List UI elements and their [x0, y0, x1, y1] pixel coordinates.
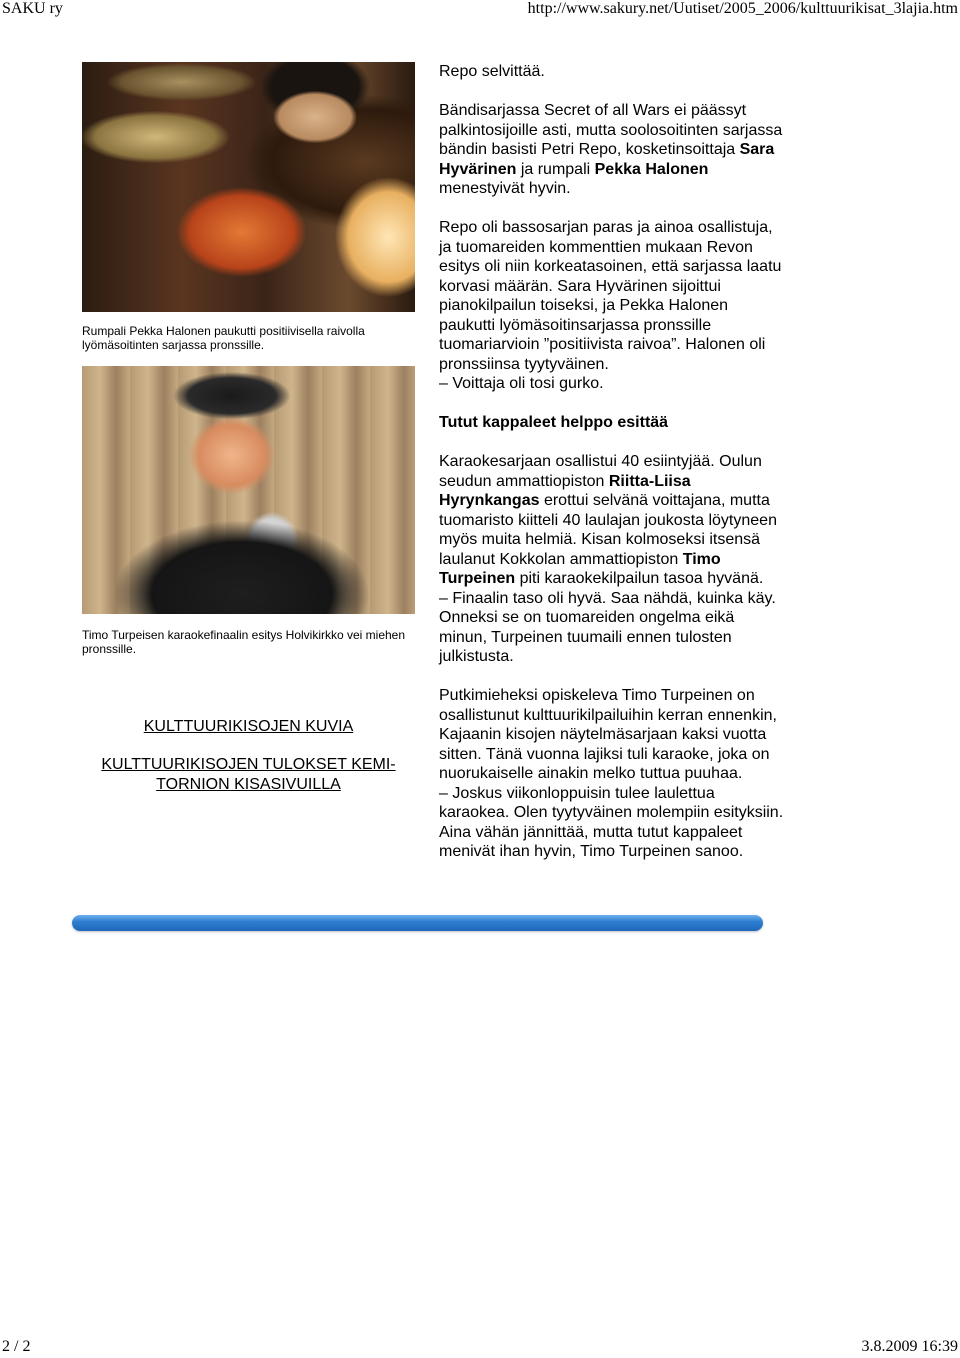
article-paragraph: Repo oli bassosarjan paras ja ainoa osallistuja, ja tuomareiden kommenttien mukaan Revon esitys oli niin korkeatasoinen, että sarjassa laatu korvasi määrän. Sara Hyvärinen sijoittui pianokilpailun toiseksi, ja Pekka Halonen paukutti lyömäsoitinsarjassa pronssille tuomariarvioin ”positiivista raivoa”. Halonen oli pronssiinsa tyytyväinen.	[439, 219, 782, 373]
drummer-photo-caption: Rumpali Pekka Halonen paukutti positiivisella raivolla lyömäsoitinten sarjassa pronssille.	[82, 324, 365, 352]
site-name: SAKU ry	[2, 0, 63, 17]
article-paragraph: Bändisarjassa Secret of all Wars ei päässyt palkintosijoille asti, mutta soolosoitinten sarjassa bändin basisti Petri Repo, kosketinsoittaja Sara Hyvärinen ja rumpali Pekka Halonen menestyivät hyvin.	[439, 102, 783, 197]
article-paragraph: Putkimieheksi opiskeleva Timo Turpeinen on osallistunut kulttuurikilpailuihin kerran ennenkin, Kajaanin kisojen näytelmäsarjaan kaksi vuotta sitten. Tänä vuonna lajiksi tuli karaoke, joka on nuorukaiselle ainakin melko tuttua puuhaa.	[439, 687, 777, 782]
print-datetime: 3.8.2009 16:39	[861, 1338, 958, 1355]
singer-photo-caption: Timo Turpeisen karaokefinaalin esitys Holvikirkko vei miehen pronssille.	[82, 628, 406, 656]
page-url: http://www.sakury.net/Uutiset/2005_2006/kulttuurikisat_3lajia.htm	[527, 0, 958, 17]
print-header	[0, 0, 960, 20]
article-body	[439, 62, 784, 881]
article-quote: – Finaalin taso oli hyvä. Saa nähdä, kuinka käy. Onneksi se on tuomareiden ongelma eikä minun, Turpeinen tuumaili ennen tulosten julkistusta.	[439, 589, 776, 665]
article-subheading: Tutut kappaleet helppo esittää	[439, 414, 669, 431]
article-paragraph: Karaokesarjaan osallistui 40 esiintyjää. Oulun seudun ammattiopiston Riitta-Liisa Hyrynkangas erottui selvänä voittajana, mutta tuomaristo kiitteli 40 laulajan joukosta löytyneen myös muita helmiä. Kisan kolmoseksi itsensä laulanut Kokkolan ammattiopiston Timo Turpeinen piti karaokekilpailun tasoa hyvänä.	[439, 453, 777, 587]
print-footer	[0, 1338, 960, 1358]
drummer-photo	[82, 62, 415, 312]
gallery-links	[82, 717, 415, 795]
photos-link[interactable]: KULTTUURIKISOJEN KUVIA	[143, 718, 354, 735]
singer-photo	[82, 366, 415, 614]
footer-divider-bar	[72, 915, 763, 931]
article-paragraph: Repo selvittää.	[439, 63, 545, 80]
results-link[interactable]: KULTTUURIKISOJEN TULOKSET KEMI-TORNION KISASIVUILLA	[101, 756, 396, 793]
article-quote: – Voittaja oli tosi gurko.	[439, 375, 604, 392]
page-number: 2 / 2	[2, 1338, 31, 1355]
article-quote: – Joskus viikonloppuisin tulee laulettua karaokea. Olen tyytyväinen molempiin esityksiin. Aina vähän jännittää, mutta tutut kappaleet menivät ihan hyvin, Timo Turpeinen sanoo.	[439, 784, 784, 860]
